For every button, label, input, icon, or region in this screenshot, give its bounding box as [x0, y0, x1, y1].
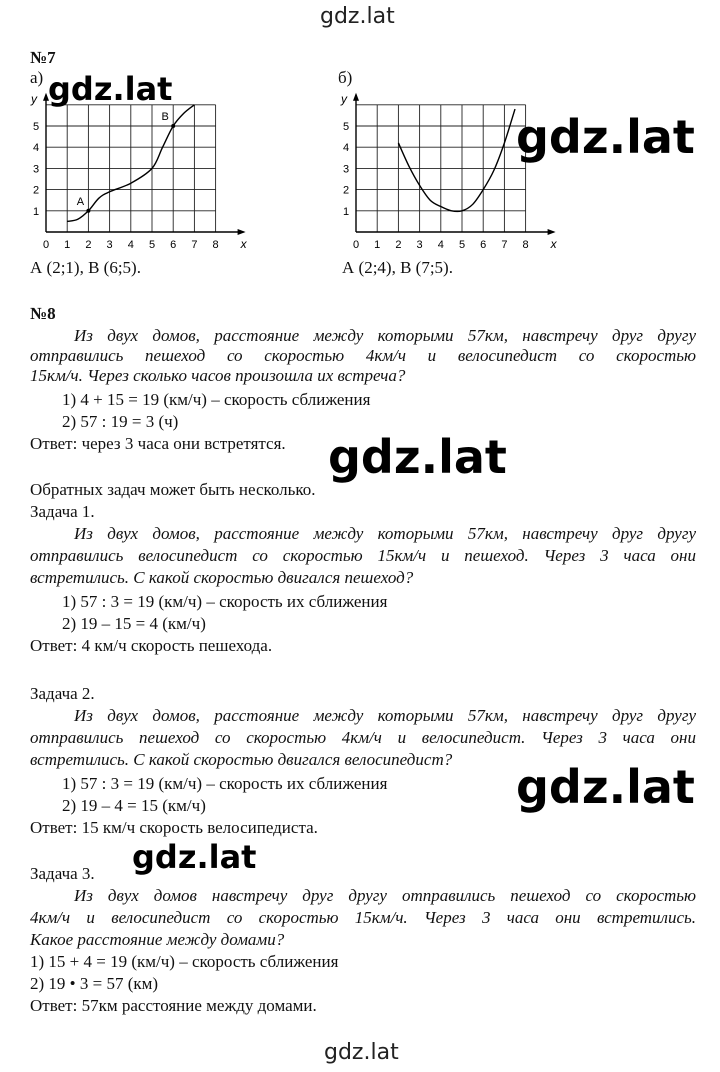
task-2-title: Задача 2.: [30, 684, 95, 703]
point-marker: [171, 124, 175, 128]
task-1-answer: Ответ: 4 км/ч скорость пешехода.: [30, 636, 273, 655]
x-tick-label: 5: [458, 239, 466, 251]
x-tick-label: 3: [106, 239, 113, 251]
y-tick-label: 1: [342, 205, 350, 218]
x-tick-label: 4: [437, 239, 444, 251]
task-3-line: 4км/ч и велосипедист со скоростью 15км/ч. Через 3 часа они встретились.: [30, 908, 696, 927]
y-tick-label: 5: [342, 121, 350, 133]
task-2-line: Из двух домов, расстояние между которыми 57км, навстречу друг другу: [74, 706, 696, 725]
y-tick-label: 4: [32, 142, 40, 155]
x-tick-label: 1: [64, 239, 71, 251]
point-marker: [86, 209, 90, 213]
point-label: A: [76, 195, 85, 208]
x-tick-label: 1: [374, 239, 381, 251]
x-tick-label: 3: [416, 239, 423, 251]
task-2-line: отправились пешеход со скоростью 4км/ч и велосипедист. Через 3 часа они: [30, 728, 696, 747]
y-tick-label: 5: [32, 121, 40, 133]
x-axis-label: x: [550, 237, 557, 251]
task-1-step: 2) 19 – 15 = 4 (км/ч): [62, 614, 206, 633]
watermark-2: gdz.lat: [516, 110, 695, 164]
solution-step: 2) 57 : 19 = 3 (ч): [62, 412, 179, 431]
watermark-5: gdz.lat: [132, 838, 257, 876]
y-axis-label: y: [31, 91, 37, 106]
task-3-answer: Ответ: 57км расстояние между домами.: [30, 996, 317, 1015]
y-tick-label: 2: [32, 184, 40, 197]
graph-a: [26, 88, 286, 258]
task-2-step: 1) 57 : 3 = 19 (км/ч) – скорость их сближения: [62, 774, 388, 793]
task-1-line: отправились велосипедист со скоростью 15км/ч и пешеход. Через 3 часа они: [30, 546, 696, 565]
answer-7b: А (2;4), В (7;5).: [342, 258, 453, 277]
watermark-top: gdz.lat: [320, 4, 395, 29]
y-tick-label: 3: [32, 163, 40, 176]
x-axis-arrow: [238, 229, 246, 235]
task-3-title: Задача 3.: [30, 864, 95, 883]
task-3-step: 1) 15 + 4 = 19 (км/ч) – скорость сближения: [30, 952, 339, 971]
task-2-line: встретились. С какой скоростью двигался велосипедист?: [30, 750, 453, 769]
y-tick-label: 2: [342, 184, 350, 197]
inverse-note: Обратных задач может быть несколько.: [30, 480, 316, 499]
task-3-line: Из двух домов навстречу друг другу отправились пешеход со скоростью: [74, 886, 696, 905]
x-tick-label: 0: [352, 239, 360, 251]
y-axis-label: y: [341, 91, 347, 106]
graph-b-label: б): [338, 68, 353, 87]
exercise-7-number: №7: [30, 48, 56, 67]
x-tick-label: 5: [148, 239, 156, 251]
x-tick-label: 2: [395, 239, 402, 251]
y-axis-arrow: [353, 93, 359, 101]
x-tick-label: 7: [191, 239, 198, 251]
x-tick-label: 4: [127, 239, 134, 251]
x-tick-label: 6: [170, 239, 177, 251]
problem-line: отправились пешеход со скоростью 4км/ч и велосипедист со скоростью: [30, 346, 696, 365]
problem-line: Из двух домов, расстояние между которыми 57км, навстречу друг другу: [74, 326, 696, 345]
exercise-8-number: №8: [30, 304, 56, 323]
graph-a-label: а): [30, 68, 44, 87]
task-2-step: 2) 19 – 4 = 15 (км/ч): [62, 796, 206, 815]
watermark-bottom: gdz.lat: [324, 1040, 399, 1065]
task-1-title: Задача 1.: [30, 502, 95, 521]
watermark-1: gdz.lat: [48, 70, 173, 108]
x-tick-label: 8: [522, 239, 529, 251]
y-tick-label: 3: [342, 163, 350, 176]
problem-line: 15км/ч. Через сколько часов произошла их встреча?: [30, 366, 406, 385]
point-label: B: [161, 111, 169, 123]
answer: Ответ: через 3 часа они встретятся.: [30, 434, 286, 453]
watermark-4: gdz.lat: [516, 760, 695, 814]
task-3-line: Какое расстояние между домами?: [30, 930, 285, 949]
y-tick-label: 4: [342, 142, 350, 155]
answer-7a: А (2;1), В (6;5).: [30, 258, 141, 277]
task-1-line: Из двух домов, расстояние между которыми 57км, навстречу друг другу: [74, 524, 696, 543]
x-tick-label: 6: [480, 239, 487, 251]
x-axis-label: x: [240, 237, 247, 251]
x-tick-label: 8: [212, 239, 219, 251]
watermark-3: gdz.lat: [328, 430, 507, 484]
graph-curve: [398, 109, 515, 211]
task-3-step: 2) 19 • 3 = 57 (км): [30, 974, 159, 993]
task-1-step: 1) 57 : 3 = 19 (км/ч) – скорость их сближения: [62, 592, 388, 611]
y-tick-label: 1: [32, 205, 40, 218]
x-tick-label: 0: [42, 239, 50, 251]
x-axis-arrow: [548, 229, 556, 235]
task-2-answer: Ответ: 15 км/ч скорость велосипедиста.: [30, 818, 318, 837]
solution-step: 1) 4 + 15 = 19 (км/ч) – скорость сближения: [62, 390, 371, 409]
task-1-line: встретились. С какой скоростью двигался пешеход?: [30, 568, 414, 587]
x-tick-label: 2: [85, 239, 92, 251]
x-tick-label: 7: [501, 239, 508, 251]
